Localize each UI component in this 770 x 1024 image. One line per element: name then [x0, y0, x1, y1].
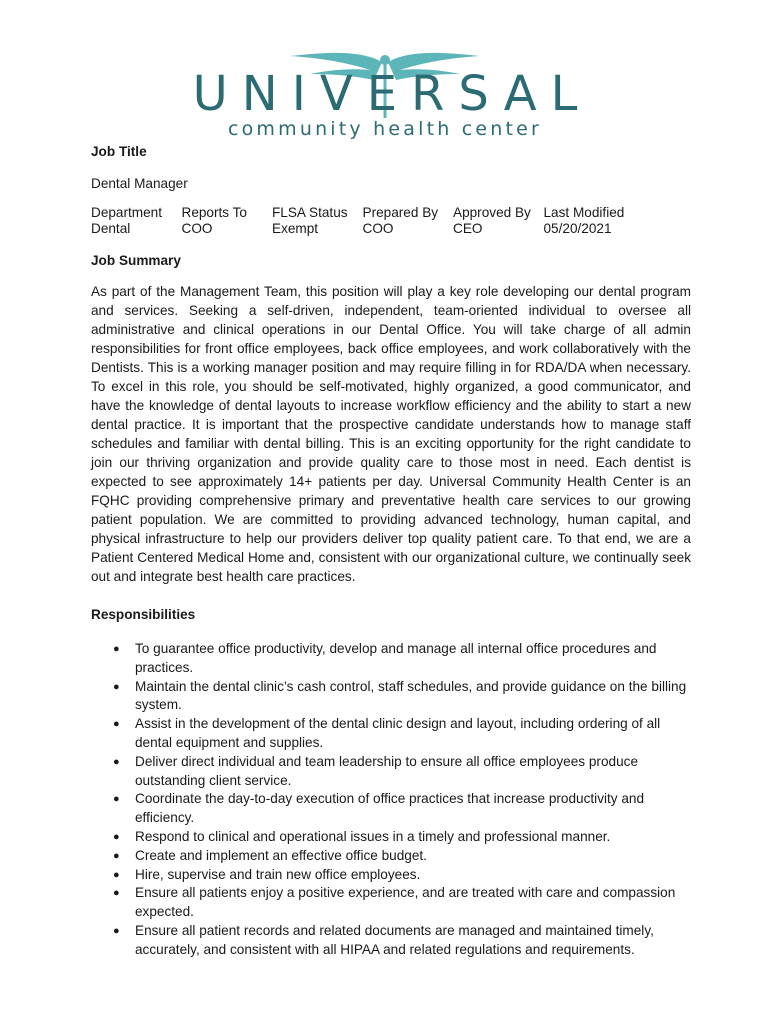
meta-last-modified: [544, 205, 635, 237]
meta-value: 05/20/2021: [543, 221, 612, 236]
meta-prepared-by: [363, 205, 454, 237]
bullet-icon: ●: [113, 849, 120, 862]
logo-tagline: community health center: [227, 118, 543, 140]
job-summary-heading: Job Summary: [91, 253, 181, 268]
meta-approved-by: [453, 205, 544, 237]
bullet-icon: ●: [113, 793, 120, 806]
meta-department: [91, 205, 182, 237]
bullet-icon: ●: [113, 643, 120, 655]
bullet-icon: ●: [113, 924, 120, 937]
list-item: ● Create and implement an effective office budget.: [91, 847, 691, 866]
responsibilities-heading: Responsibilities: [91, 607, 196, 622]
list-item: ● To guarantee office productivity, develop and manage all internal office procedures and practices.: [113, 641, 657, 675]
bullet-icon: ●: [113, 868, 120, 881]
list-item: ● Ensure all patient records and related documents are managed and maintained timely, accurately, and consistent with all HIPAA and related regulations and requirements.: [113, 922, 654, 957]
list-item: ● Hire, supervise and train new office employees.: [91, 866, 691, 885]
meta-label: FLSA Status: [272, 205, 348, 220]
bullet-icon: ●: [113, 680, 120, 693]
list-item: ● Ensure all patients enjoy a positive experience, and are treated with care and compassion expected.: [113, 885, 676, 920]
bullet-icon: ●: [113, 718, 120, 731]
meta-value: CEO: [453, 221, 483, 236]
meta-value: COO: [362, 221, 394, 236]
job-summary-text: As part of the Management Team, this position will play a key role developing our dental program and services. Seeking a self-driven, independent, team-oriented individual to oversee all administrative and clinical operations in our Dental Office. You will take charge of all admin responsibilities for front office employees, back office employees, and work collaboratively with the Dentists. This is a working manager position and may require filling in for RDA/DA when necessary. To excel in this role, you should be self-motivated, highly organized, a good communicator, and have the knowledge of dental layouts to increase workflow efficiency and the ability to start a new dental practice. It is important that the prospective candidate understands how to manage staff schedules and familiar with dental billing. This is an exciting opportunity for the right candidate to join our thriving organization and provide quality care to those most in need. Each dentist is expected to see approximately 14+ patients per day. Universal Community Health Center is an FQHC providing comprehensive primary and preventative health care services to our growing patient population. We are committed to providing advanced technology, human capital, and physical infrastructure to help our providers deliver top quality patient care. To that end, we are a Patient Centered Medical Home and, consistent with our organizational culture, we continually seek out and integrate best health care practices.: [91, 284, 691, 584]
bullet-icon: ●: [113, 887, 120, 900]
job-title-label: Job Title: [91, 144, 147, 159]
meta-label: Last Modified: [543, 205, 625, 220]
list-item: ● Respond to clinical and operational issues in a timely and professional manner.: [91, 828, 691, 847]
responsibilities-list: [91, 640, 691, 960]
logo-name: UNIVERSAL: [192, 66, 592, 122]
meta-value: Dental: [91, 221, 131, 236]
list-item: ● Deliver direct individual and team leadership to ensure all office employees produce outstanding client service.: [113, 753, 639, 788]
bullet-icon: ●: [113, 755, 120, 768]
job-title-value: Dental Manager: [91, 176, 188, 191]
meta-label: Reports To: [181, 205, 247, 220]
list-item: ● Assist in the development of the dental clinic design and layout, including ordering of all dental equipment and supplies.: [113, 716, 661, 750]
meta-label: Department: [91, 205, 163, 220]
job-description: [91, 142, 691, 960]
bullet-icon: ●: [113, 830, 120, 843]
organization-logo: [0, 0, 770, 145]
meta-label: Prepared By: [362, 205, 439, 220]
list-item: ● Maintain the dental clinic’s cash control, staff schedules, and provide guidance on the billing system.: [113, 678, 687, 713]
meta-label: Approved By: [453, 205, 531, 220]
meta-value: Exempt: [272, 221, 319, 236]
meta-flsa-status: [272, 205, 363, 237]
meta-value: COO: [181, 221, 213, 236]
meta-reports-to: [182, 205, 273, 237]
job-meta-table: [91, 205, 691, 237]
list-item: ● Coordinate the day-to-day execution of office practices that increase productivity and efficiency.: [113, 791, 645, 826]
